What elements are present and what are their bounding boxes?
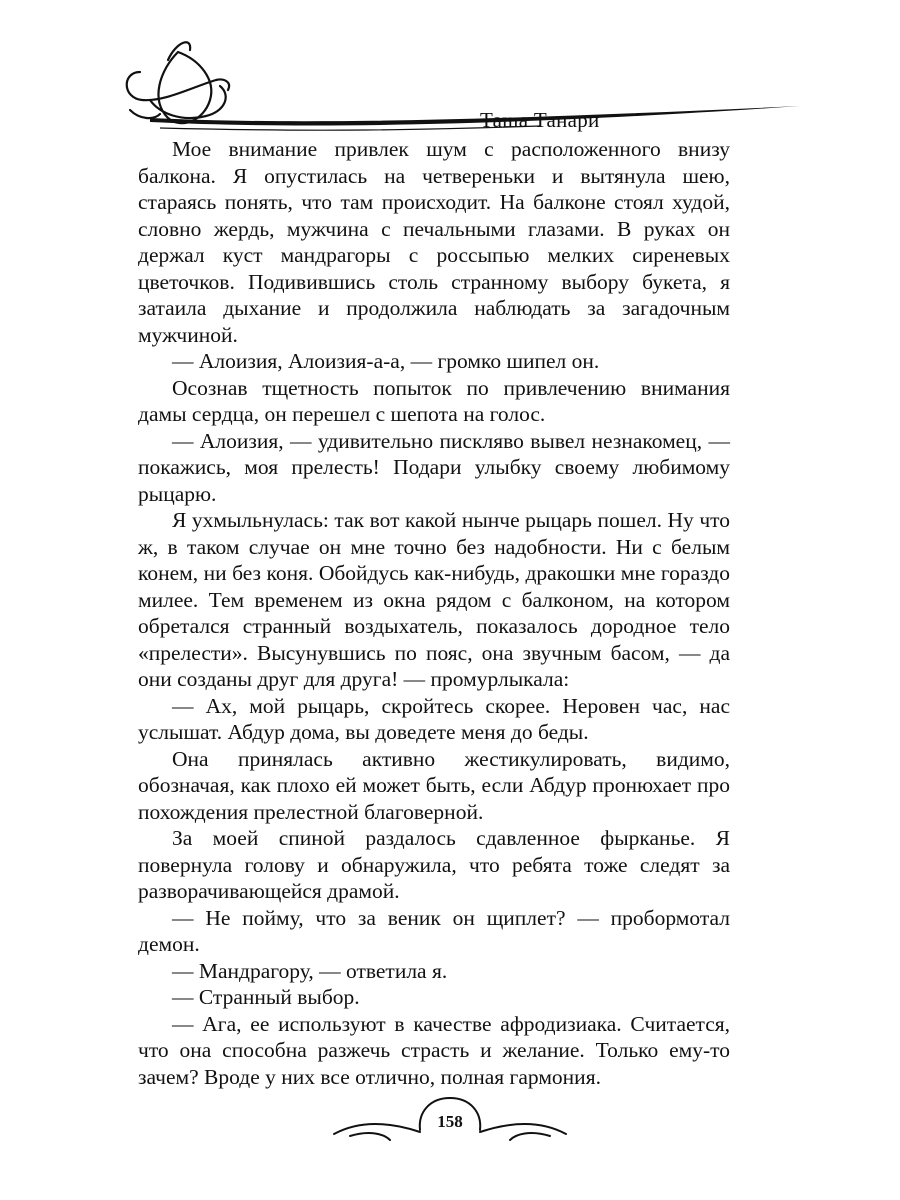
page-header (120, 30, 800, 140)
paragraph: — Алоизия, — удивительно пискляво вывел незнакомец, — покажись, моя прелесть! Подари улыбку своему любимому рыцарю. (138, 428, 730, 506)
paragraph: — Не пойму, что за веник он щиплет? — пробормотал демон. (138, 905, 730, 956)
paragraph: Она принялась активно жестикулировать, видимо, обозначая, как плохо ей может быть, если Абдур пронюхает про похождения прелестной благоверной. (138, 746, 730, 824)
paragraph: — Мандрагору, — ответила я. (172, 958, 448, 983)
page-body (138, 136, 730, 1090)
paragraph: — Ах, мой рыцарь, скройтесь скорее. Неровен час, нас услышат. Абдур дома, вы доведете меня до беды. (138, 693, 730, 744)
celtic-knot-ornament-icon (120, 30, 800, 140)
page-footer (330, 1090, 570, 1150)
paragraph: Мое внимание привлек шум с расположенного внизу балкона. Я опустилась на четвереньки и вытянула шею, стараясь понять, что там происходит. На балконе стоял худой, словно жердь, мужчина с печальными глазами. В руках он держал куст мандрагоры с россыпью мелких сиреневых цветочков. Подивившись столь странному выбору букета, я затаила дыхание и продолжила наблюдать за загадочным мужчиной. (138, 137, 730, 347)
paragraph: Осознав тщетность попыток по привлечению внимания дамы сердца, он перешел с шепота на голос. (138, 375, 730, 426)
paragraph: За моей спиной раздалось сдавленное фырканье. Я повернула голову и обнаружила, что ребята тоже следят за разворачивающейся драмой. (138, 826, 730, 903)
paragraph: — Странный выбор. (172, 985, 360, 1009)
page-number: 158 (437, 1112, 463, 1131)
paragraph: — Ага, ее используют в качестве афродизиака. Считается, что она способна разжечь страсть и желание. Только ему-то зачем? Вроде у них все отлично, полная гармония. (138, 1011, 730, 1089)
author-name: Таша Танари (480, 108, 600, 132)
paragraph: Я ухмыльнулась: так вот какой нынче рыцарь пошел. Ну что ж, в таком случае он мне точно без надобности. Ни с белым конем, ни без коня. Обойдусь как-нибудь, дракошки мне гораздо милее. Тем временем из окна рядом с балконом, на котором обретался странный воздыхатель, показалось дородное тело «прелести». Высунувшись по пояс, она звучным басом, — да они созданы друг для друга! — промурлыкала: (138, 508, 730, 691)
paragraph: — Алоизия, Алоизия-а-а, — громко шипел он. (172, 349, 600, 373)
